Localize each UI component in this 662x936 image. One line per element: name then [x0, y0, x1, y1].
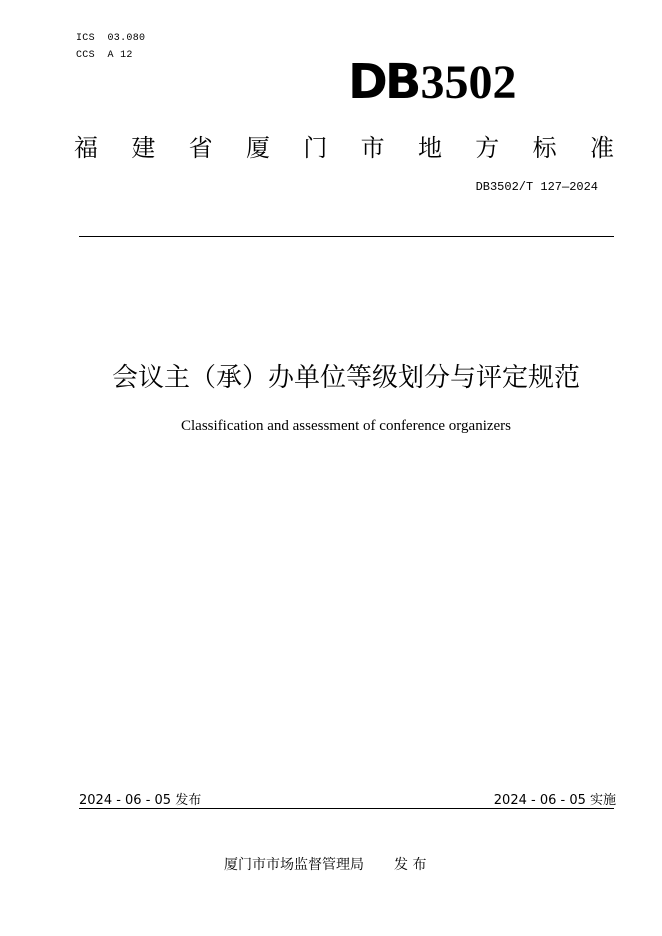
ics-code: ICS 03.080 — [76, 33, 146, 44]
standard-type-char: 市 — [360, 133, 385, 162]
standard-type-char: 标 — [532, 133, 557, 162]
document-number: DB3502/T 127—2024 — [475, 180, 598, 194]
standard-type-char: 地 — [417, 133, 442, 162]
standard-type-char: 建 — [131, 133, 156, 162]
ccs-code: CCS A 12 — [76, 50, 133, 61]
standard-type-title — [74, 125, 614, 165]
issuing-authority — [224, 854, 426, 874]
standard-type-char: 厦 — [245, 133, 270, 162]
standard-type-char: 省 — [188, 133, 213, 162]
logo-prefix: DB — [348, 54, 419, 110]
standard-logo — [348, 52, 568, 112]
standard-type-char: 门 — [303, 133, 328, 162]
bottom-divider — [79, 808, 614, 809]
document-title-english: Classification and assessment of conference organizers — [180, 418, 512, 434]
top-divider — [79, 236, 614, 237]
implementation-date: 2024 - 06 - 05 实施 — [493, 793, 616, 808]
issue-date: 2024 - 06 - 05 发布 — [79, 793, 202, 808]
issuer-name: 厦门市市场监督管理局 — [224, 857, 364, 873]
standard-type-char: 方 — [475, 133, 500, 162]
logo-code: 3502 — [420, 56, 517, 109]
standard-type-char: 福 — [74, 133, 98, 162]
issuer-action: 发 布 — [394, 857, 427, 873]
standard-type-char: 准 — [589, 133, 614, 162]
document-title-chinese: 会议主（承）办单位等级划分与评定规范 — [111, 363, 580, 393]
